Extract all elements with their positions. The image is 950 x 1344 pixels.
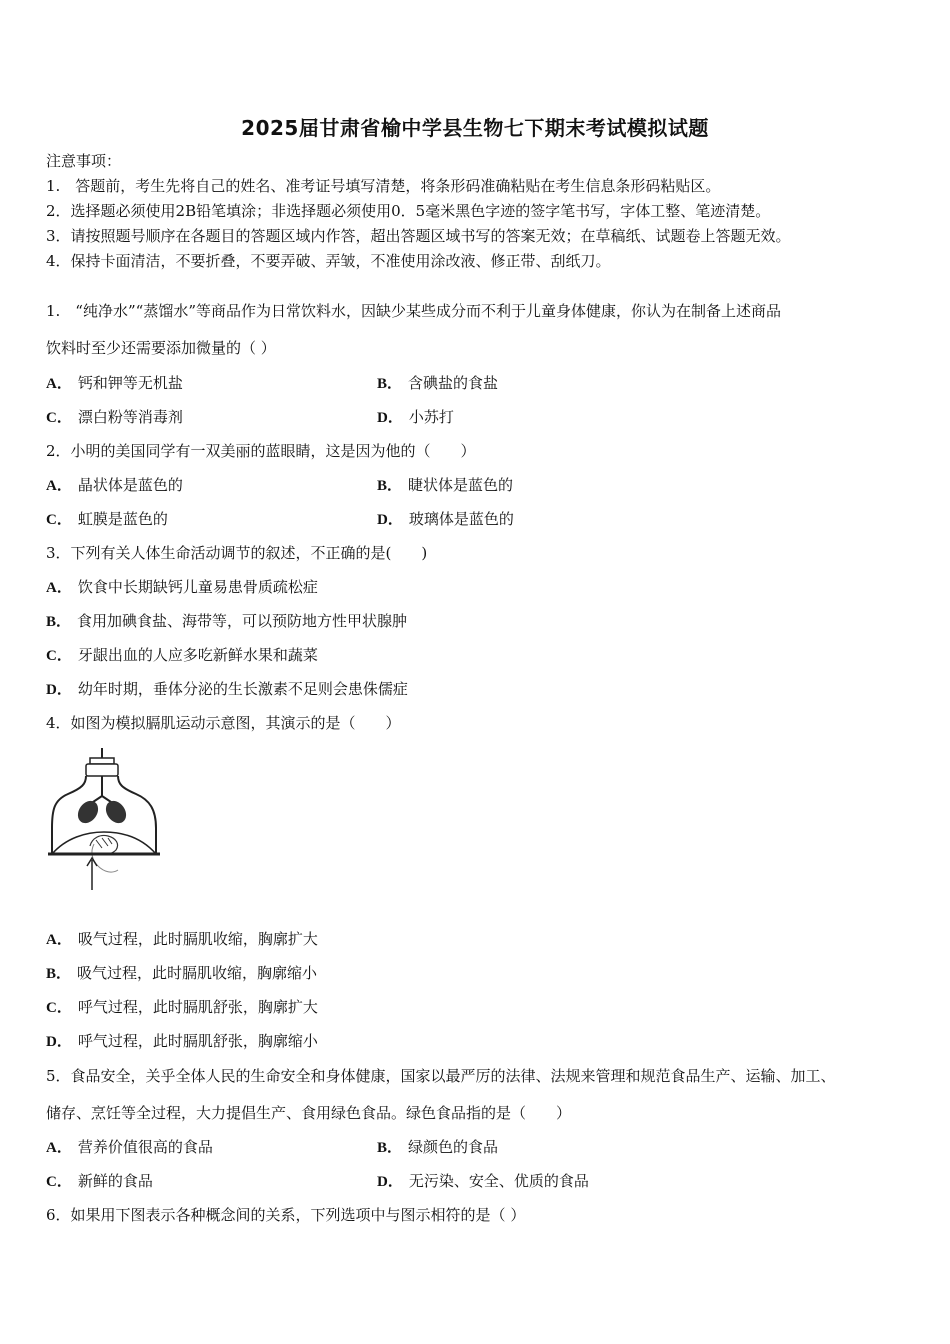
note-item: 4．保持卡面清洁，不要折叠，不要弄破、弄皱，不准使用涂改液、修正带、刮纸刀。 <box>46 252 611 270</box>
option-text: 吸气过程，此时膈肌收缩，胸廓扩大 <box>77 930 318 948</box>
question-5-option-b <box>377 1137 498 1158</box>
question-4-option-a <box>46 929 318 950</box>
option-letter: B． <box>377 478 403 494</box>
option-letter: A． <box>46 580 72 596</box>
option-letter: A． <box>46 478 72 494</box>
question-3-option-c <box>46 645 318 666</box>
option-letter: C． <box>46 1174 72 1190</box>
option-text: 呼气过程，此时膈肌舒张，胸廓缩小 <box>77 1032 318 1050</box>
option-text: 绿颜色的食品 <box>408 1138 499 1156</box>
option-letter: D． <box>46 1034 72 1050</box>
option-letter: A． <box>46 376 72 392</box>
option-text: 无污染、安全、优质的食品 <box>408 1172 589 1190</box>
option-text: 含碘盐的食盐 <box>408 374 499 392</box>
question-2-stem: 2．小明的美国同学有一双美丽的蓝眼睛，这是因为他的（ ） <box>46 442 476 460</box>
option-letter: A． <box>46 1140 72 1156</box>
option-letter: C． <box>46 1000 72 1016</box>
option-text: 呼气过程，此时膈肌舒张，胸廓扩大 <box>77 998 318 1016</box>
option-text: 营养价值很高的食品 <box>77 1138 213 1156</box>
question-2-option-b <box>377 475 513 496</box>
question-2-option-c <box>46 509 168 530</box>
notes-heading: 注意事项： <box>46 152 122 170</box>
option-text: 虹膜是蓝色的 <box>77 510 168 528</box>
question-1-option-a <box>46 373 183 394</box>
question-4-stem: 4．如图为模拟膈肌运动示意图，其演示的是（ ） <box>46 714 401 732</box>
question-2-option-a <box>46 475 183 496</box>
option-letter: C． <box>46 410 72 426</box>
option-text: 幼年时期，垂体分泌的生长激素不足则会患侏儒症 <box>77 680 408 698</box>
option-letter: D． <box>377 410 403 426</box>
question-6-stem: 6．如果用下图表示各种概念间的关系，下列选项中与图示相符的是（ ） <box>46 1206 526 1224</box>
option-text: 晶状体是蓝色的 <box>77 476 183 494</box>
option-text: 漂白粉等消毒剂 <box>77 408 183 426</box>
question-5-stem: 储存、烹饪等全过程，大力提倡生产、食用绿色食品。绿色食品指的是（ ） <box>46 1104 572 1122</box>
option-letter: B． <box>377 376 403 392</box>
option-letter: D． <box>377 512 403 528</box>
question-2-option-d <box>377 509 514 530</box>
option-letter: B． <box>46 614 72 630</box>
question-3-option-b <box>46 611 407 632</box>
option-letter: D． <box>377 1174 403 1190</box>
option-letter: C． <box>46 512 72 528</box>
option-text: 小苏打 <box>408 408 454 426</box>
note-item: 3．请按照题号顺序在各题目的答题区域内作答，超出答题区域书写的答案无效；在草稿纸、试题卷上答题无效。 <box>46 227 791 245</box>
diaphragm-model-illustration <box>46 748 166 893</box>
option-text: 牙龈出血的人应多吃新鲜水果和蔬菜 <box>77 646 318 664</box>
note-item: 1. 答题前，考生先将自己的姓名、准考证号填写清楚，将条形码准确粘贴在考生信息条形码粘贴区。 <box>46 177 721 195</box>
option-letter: C． <box>46 648 72 664</box>
question-5-stem: 5．食品安全，关乎全体人民的生命安全和身体健康，国家以最严厉的法律、法规来管理和规范食品生产、运输、加工、 <box>46 1067 836 1085</box>
option-text: 吸气过程，此时膈肌收缩，胸廓缩小 <box>77 964 318 982</box>
option-text: 新鲜的食品 <box>77 1172 153 1190</box>
question-3-option-d <box>46 679 408 700</box>
question-3-option-a <box>46 577 318 598</box>
question-5-option-c <box>46 1171 153 1192</box>
option-letter: B． <box>46 966 72 982</box>
option-text: 玻璃体是蓝色的 <box>408 510 514 528</box>
question-4-option-b <box>46 963 317 984</box>
question-4-option-d <box>46 1031 318 1052</box>
option-letter: B． <box>377 1140 403 1156</box>
option-text: 食用加碘食盐、海带等，可以预防地方性甲状腺肿 <box>77 612 408 630</box>
option-text: 睫状体是蓝色的 <box>408 476 514 494</box>
question-1-option-c <box>46 407 183 428</box>
note-item: 2．选择题必须使用2B铅笔填涂；非选择题必须使用0．5毫米黑色字迹的签字笔书写，字体工整、笔迹清楚。 <box>46 202 771 220</box>
option-letter: D． <box>46 682 72 698</box>
question-1-option-b <box>377 373 498 394</box>
question-1-stem: 1. “纯净水”“蒸馏水”等商品作为日常饮料水，因缺少某些成分而不利于儿童身体健康，你认为在制备上述商品 <box>46 302 781 320</box>
question-3-stem: 3．下列有关人体生命活动调节的叙述，不正确的是( ) <box>46 544 428 562</box>
option-letter: A． <box>46 932 72 948</box>
question-1-option-d <box>377 407 454 428</box>
option-text: 钙和钾等无机盐 <box>77 374 183 392</box>
question-1-stem: 饮料时至少还需要添加微量的（ ） <box>46 339 276 357</box>
question-5-option-a <box>46 1137 213 1158</box>
page-title: 2025届甘肃省榆中学县生物七下期末考试模拟试题 <box>241 116 709 140</box>
diaphragm-model-figure <box>46 748 166 893</box>
option-text: 饮食中长期缺钙儿童易患骨质疏松症 <box>77 578 318 596</box>
question-5-option-d <box>377 1171 589 1192</box>
question-4-option-c <box>46 997 318 1018</box>
